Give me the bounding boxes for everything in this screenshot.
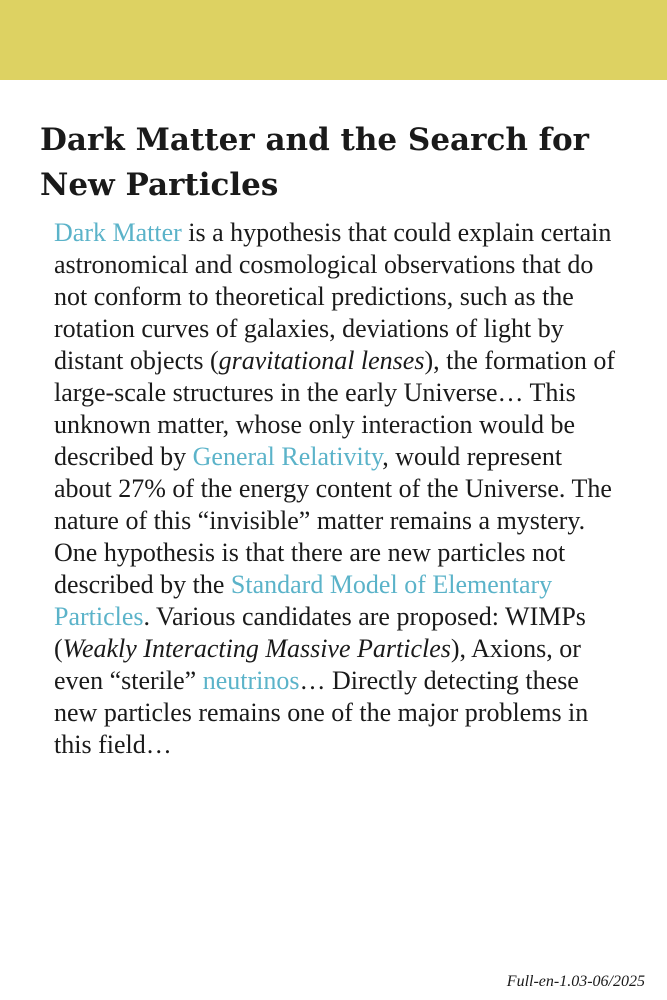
link-standard-model[interactable]: Standard Model of Elementary Particles bbox=[54, 570, 553, 631]
top-color-band bbox=[0, 0, 667, 80]
body-text-segment: , would represent about 27% of the energy content of the Universe. The nature of this “invisible” matter remains a mystery. One hypothesis is that there are new particles not described by the bbox=[54, 442, 612, 599]
link-dark-matter[interactable]: Dark Matter bbox=[54, 218, 182, 247]
link-general-relativity[interactable]: General Relativity bbox=[192, 442, 383, 471]
emphasis-gravitational-lenses: gravitational lenses bbox=[218, 346, 425, 375]
body-text-segment: is a hypothesis that could explain certain astronomical and cosmological observations that do not conform to theoretical predictions, such as the rotation curves of galaxies, deviations of light by distant objects ( bbox=[54, 218, 612, 375]
version-label: Full-en-1.03-06/2025 bbox=[506, 973, 645, 990]
card bbox=[0, 80, 667, 1000]
body-text-segment: ), Axions, or even “sterile” bbox=[54, 634, 581, 695]
link-neutrinos[interactable]: neutrinos bbox=[202, 666, 300, 695]
card-body-text bbox=[54, 217, 626, 761]
emphasis-wimps-definition: Weakly Interacting Massive Particles bbox=[62, 634, 451, 663]
body-text-segment: ), the formation of large-scale structures in the early Universe… This unknown matter, whose only interaction would be described by bbox=[54, 346, 616, 471]
body-text-segment: … Directly detecting these new particles remains one of the major problems in this field… bbox=[54, 666, 589, 759]
body-text-segment: . Various candidates are proposed: WIMPs ( bbox=[54, 602, 586, 663]
card-title: Dark Matter and the Search for New Particles bbox=[40, 122, 590, 203]
